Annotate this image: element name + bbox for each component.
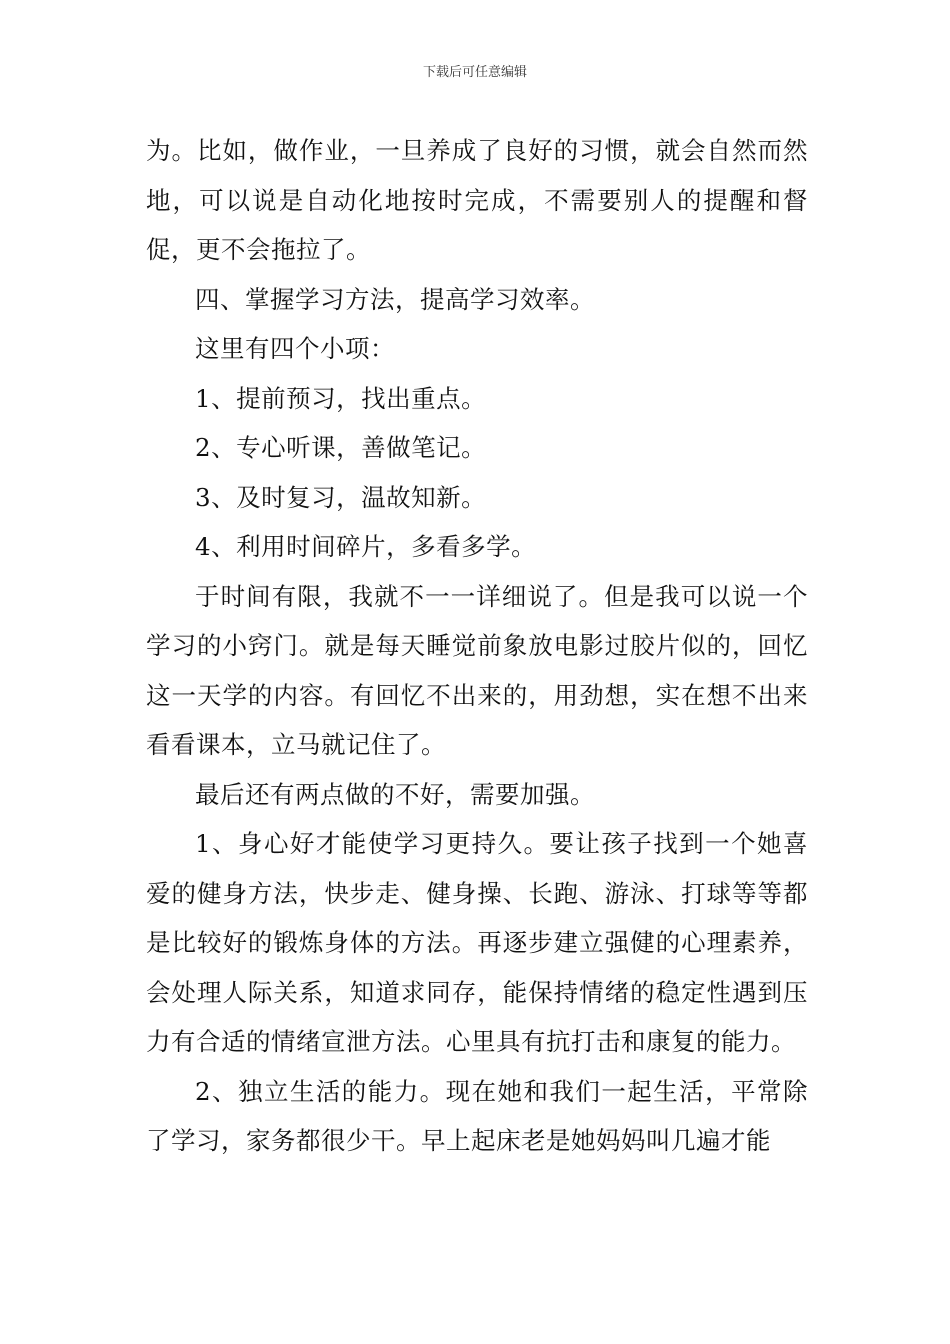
paragraph-health: 1、身心好才能使学习更持久。要让孩子找到一个她喜爱的健身方法，快步走、健身操、长跑、游泳、打球等等都是比较好的锻炼身体的方法。再逐步建立强健的心理素养，会处理人际关系，知道求同存，能保持情绪的稳定性遇到压力有合适的情绪宣泄方法。心里具有抗打击和康复的能力。 bbox=[146, 829, 808, 1056]
paragraph-intro-items: 这里有四个小项： bbox=[195, 334, 395, 363]
page-header-note: 下载后可任意编辑 bbox=[422, 65, 527, 80]
paragraph-study-tip: 于时间有限，我就不一一详细说了。但是我可以说一个学习的小窍门。就是每天睡觉前象放电影过胶片似的，回忆这一天学的内容。有回忆不出来的，用劲想，实在想不出来看看课本，立马就记住了。 bbox=[146, 581, 808, 759]
list-item-review: 3、及时复习，温故知新。 bbox=[195, 482, 487, 512]
list-item-time-fragments: 4、利用时间碎片，多看多学。 bbox=[195, 532, 537, 561]
section-heading-study-methods: 四、掌握学习方法，提高学习效率。 bbox=[195, 284, 595, 314]
paragraph-improvements-intro: 最后还有两点做的不好，需要加强。 bbox=[195, 779, 595, 809]
list-item-listen: 2、专心听课，善做笔记。 bbox=[195, 433, 487, 462]
document-body bbox=[146, 126, 808, 1166]
paragraph-independence: 2、独立生活的能力。现在她和我们一起生活，平常除了学习，家务都很少干。早上起床老是她妈妈叫几遍才能 bbox=[146, 1076, 808, 1155]
paragraph-continuation: 为。比如，做作业，一旦养成了良好的习惯，就会自然而然地，可以说是自动化地按时完成，不需要别人的提醒和督促，更不会拖拉了。 bbox=[146, 136, 808, 264]
list-item-preview: 1、提前预习，找出重点。 bbox=[195, 383, 487, 413]
